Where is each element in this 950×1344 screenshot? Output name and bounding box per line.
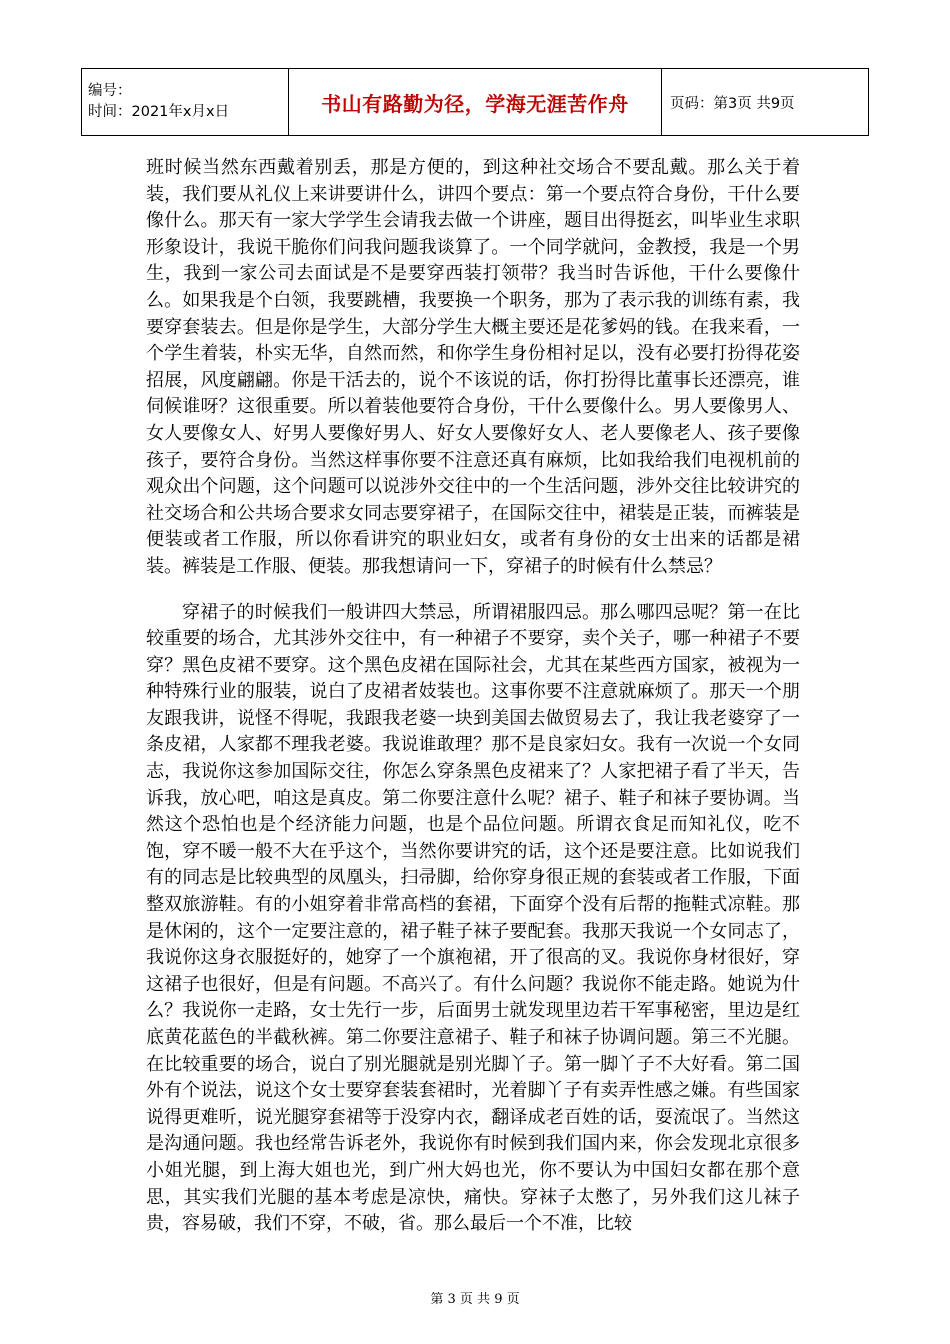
body-paragraph-1: 班时候当然东西戴着别丢，那是方便的，到这种社交场合不要乱戴。那么关于着装，我们要从礼仪上来讲要讲什么，讲四个要点：第一个要点符合身份，干什么要像什么。那天有一家大学学生会请我去做一个讲座，题目出得挺玄，叫毕业生求职形象设计，我说干脆你们问我问题我谈算了。一个同学就问，金教授，我是一个男生，我到一家公司去面试是不是要穿西装打领带？我当时告诉他，干什么要像什么。如果我是个白领，我要跳槽，我要换一个职务，那为了表示我的训练有素，我要穿套装去。但是你是学生，大部分学生大概主要还是花爹妈的钱。在我来看，一个学生着装，朴实无华，自然而然，和你学生身份相衬足以，没有必要打扮得花姿招展，风度翩翩。你是干活去的，说个不该说的话，你打扮得比董事长还漂亮，谁伺候谁呀？这很重要。所以着装他要符合身份，干什么要像什么。男人要像男人、女人要像女人、好男人要像好男人、好女人要像好女人、老人要像老人、孩子要像孩子，要符合身份。当然这样事你要不注意还真有麻烦，比如我给我们电视机前的观众出个问题，这个问题可以说涉外交往中的一个生活问题，涉外交往比较讲究的社交场合和公共场合要求女同志要穿裙子，在国际交往中，裙装是正装，而裤装是便装或者工作服，所以你看讲究的职业妇女，或者有身份的女士出来的话都是裙装。裤装是工作服、便装。那我想请问一下，穿裙子的时候有什么禁忌？ (146, 157, 800, 577)
page-footer: 第 3 页 共 9 页 (430, 1292, 520, 1307)
header-motto: 书山有路勤为径，学海无涯苦作舟 (289, 69, 662, 136)
document-header (81, 68, 869, 136)
header-page-info: 页码：第3页 共9页 (662, 69, 869, 136)
number-label: 编号： (88, 83, 132, 99)
document-body (146, 155, 800, 1238)
header-meta (82, 69, 289, 136)
time-label: 时间：2021年x月x日 (88, 104, 230, 120)
body-paragraph-2: 穿裙子的时候我们一般讲四大禁忌，所谓裙服四忌。那么哪四忌呢？第一在比较重要的场合，尤其涉外交往中，有一种裙子不要穿，卖个关子，哪一种裙子不要穿？黑色皮裙不要穿。这个黑色皮裙在国际社会，尤其在某些西方国家，被视为一种特殊行业的服装，说白了皮裙者妓装也。这事你要不注意就麻烦了。那天一个朋友跟我讲，说怪不得呢，我跟我老婆一块到美国去做贸易去了，我让我老婆穿了一条皮裙，人家都不理我老婆。我说谁敢理？那不是良家妇女。我有一次说一个女同志，我说你这参加国际交往，你怎么穿条黑色皮裙来了？人家把裙子看了半天，告诉我，放心吧，咱这是真皮。第二你要注意什么呢？裙子、鞋子和袜子要协调。当然这个恐怕也是个经济能力问题，也是个品位问题。所谓衣食足而知礼仪，吃不饱，穿不暖一般不大在乎这个，当然你要讲究的话，这个还是要注意。比如说我们有的同志是比较典型的凤凰头，扫帚脚，给你穿身很正规的套装或者工作服，下面整双旅游鞋。有的小姐穿着非常高档的套裙，下面穿个没有后帮的拖鞋式凉鞋。那是休闲的，这个一定要注意的，裙子鞋子袜子要配套。我那天我说一个女同志了，我说你这身衣服挺好的，她穿了一个旗袍裙，开了很高的叉。我说你身材很好，穿这裙子也很好，但是有问题。不高兴了。有什么问题？我说你不能走路。她说为什么？我说你一走路，女士先行一步，后面男士就发现里边若干军事秘密，里边是红底黄花蓝色的半截秋裤。第二你要注意裙子、鞋子和袜子协调问题。第三不光腿。在比较重要的场合，说白了别光腿就是别光脚丫子。第一脚丫子不大好看。第二国外有个说法，说这个女士要穿套装套裙时，光着脚丫子有卖弄性感之嫌。有些国家说得更难听，说光腿穿套裙等于没穿内衣，翻译成老百姓的话，耍流氓了。当然这是沟通问题。我也经常告诉老外，我说你有时候到我们国内来，你会发现北京很多小姐光腿，到上海大姐也光，到广州大妈也光，你不要认为中国妇女都在那个意思，其实我们光腿的基本考虑是凉快，痛快。穿袜子太憋了，另外我们这儿袜子贵，容易破，我们不穿，不破，省。那么最后一个不准，比较 (146, 601, 800, 1235)
